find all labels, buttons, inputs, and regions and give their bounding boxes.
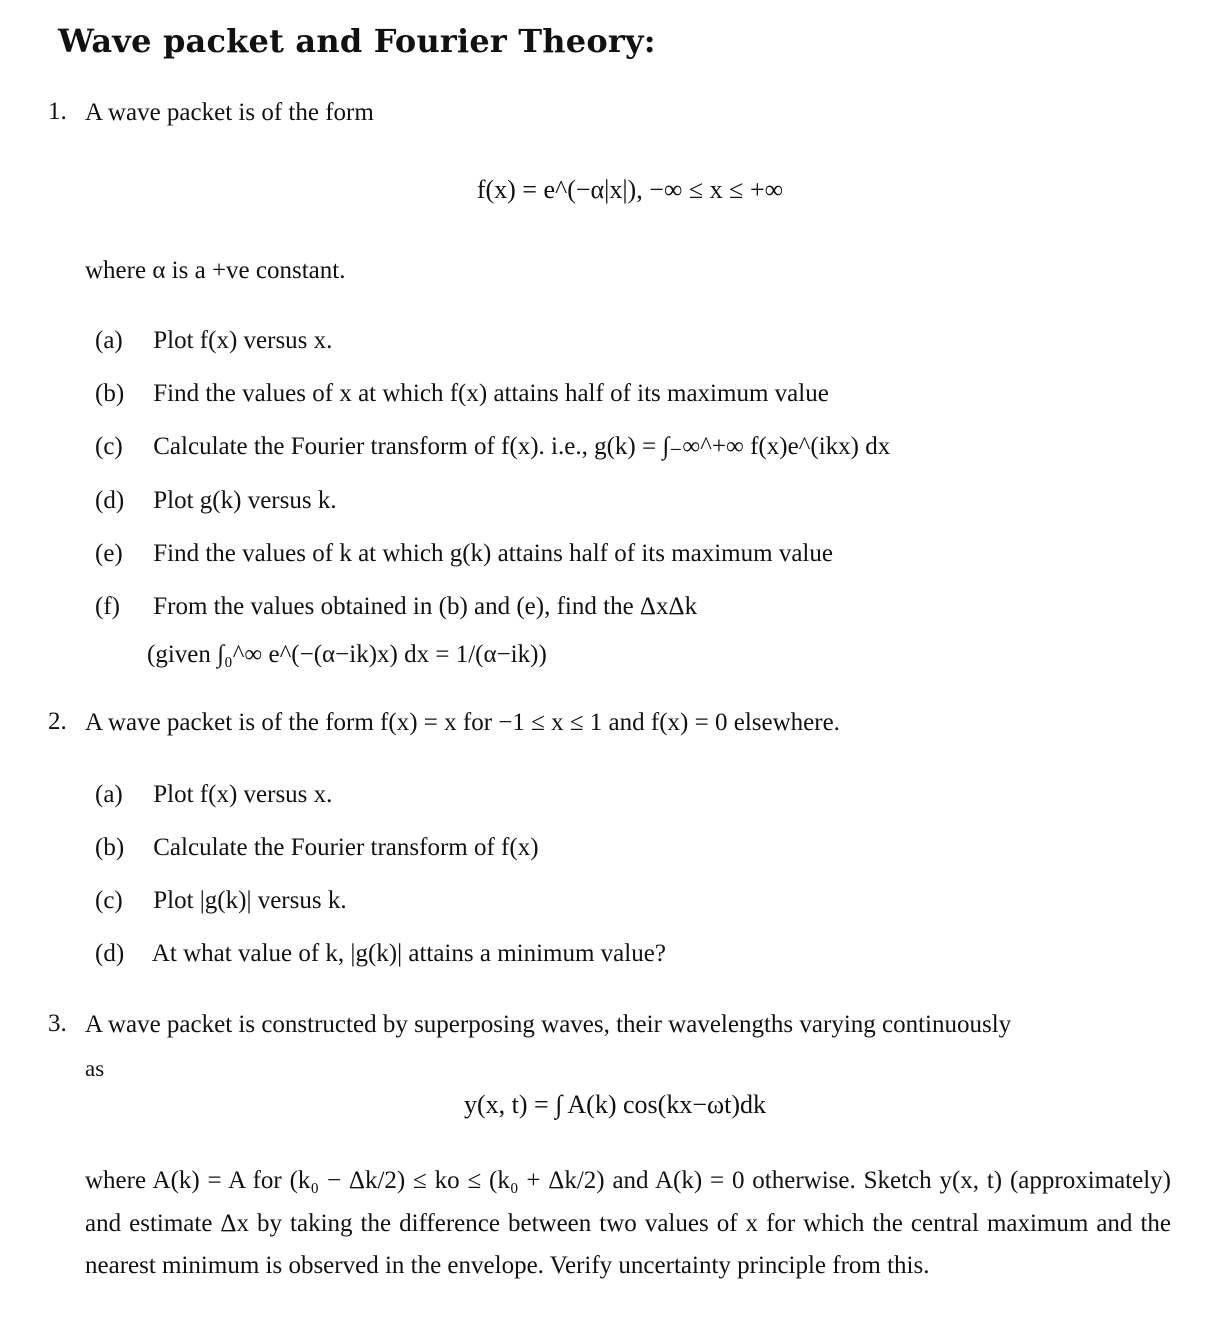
- item-label: (a): [95, 781, 123, 808]
- item-label: (a): [95, 327, 123, 354]
- equation: y(x, t) = ∫ A(k) cos(kx−ωt)dk: [464, 1090, 766, 1119]
- sub-item: [95, 484, 337, 518]
- item-text: Find the values of k at which g(k) attains half of its maximum value: [153, 540, 833, 567]
- item-label: (c): [95, 433, 123, 460]
- given-note: (given ∫₀^∞ e^(−(α−ik)x) dx = 1/(α−ik)): [147, 641, 547, 668]
- item-text: Plot g(k) versus k.: [153, 487, 337, 514]
- sub-item: [95, 377, 829, 411]
- sub-item: [95, 937, 666, 971]
- item-text: Find the values of x at which f(x) attains half of its maximum value: [153, 380, 829, 407]
- item-text: Calculate the Fourier transform of f(x). i.e., g(k) = ∫₋∞^+∞ f(x)e^(ikx) dx: [153, 433, 891, 460]
- item-text: At what value of k, |g(k)| attains a minimum value?: [151, 940, 666, 967]
- item-text: Plot f(x) versus x.: [153, 781, 333, 808]
- problem-intro: A wave packet is of the form f(x) = x for −1 ≤ x ≤ 1 and f(x) = 0 elsewhere.: [85, 709, 840, 736]
- problem-number: 3.: [48, 1010, 67, 1037]
- item-text: Plot f(x) versus x.: [153, 327, 333, 354]
- sub-item: [95, 778, 332, 812]
- item-label: (c): [95, 887, 123, 914]
- item-text: Calculate the Fourier transform of f(x): [153, 834, 539, 861]
- item-label: (d): [95, 940, 125, 967]
- problem-intro: A wave packet is of the form: [85, 99, 374, 126]
- item-label: (f): [95, 593, 120, 620]
- problem-note: where α is a +ve constant.: [85, 257, 346, 284]
- sub-item: [95, 430, 890, 464]
- sub-item: [95, 831, 539, 865]
- item-label: (b): [95, 834, 125, 861]
- equation: f(x) = e^(−α|x|), −∞ ≤ x ≤ +∞: [476, 175, 784, 204]
- document-title: Wave packet and Fourier Theory:: [58, 22, 656, 60]
- problem-number: 1.: [48, 98, 67, 125]
- problem-number: 2.: [48, 708, 67, 735]
- item-label: (b): [95, 380, 125, 407]
- sub-item: [95, 324, 332, 358]
- problem-intro: A wave packet is constructed by superposing waves, their wavelengths varying continuously: [85, 1011, 1012, 1038]
- item-text: From the values obtained in (b) and (e), find the ΔxΔk: [153, 593, 698, 620]
- sub-item: [95, 884, 347, 918]
- item-label: (e): [95, 540, 123, 567]
- item-label: (d): [95, 487, 125, 514]
- problem-intro-cont: as: [85, 1056, 105, 1081]
- problem-paragraph: where A(k) = A for (k₀ − Δk/2) ≤ ko ≤ (k₀ + Δk/2) and A(k) = 0 otherwise. Sketch y(x, t) (approximately) and estimate Δx by taking the difference between two values of x for which the central maximum and the nearest minimum is observed in the envelope. Verify uncertainty principle from this.: [85, 1167, 1171, 1279]
- item-text: Plot |g(k)| versus k.: [153, 887, 347, 914]
- sub-item: [95, 590, 697, 624]
- sub-item: [95, 537, 833, 571]
